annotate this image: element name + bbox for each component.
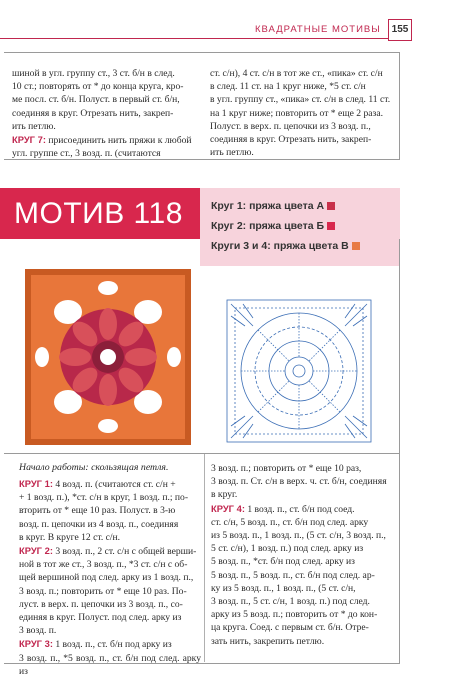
legend-item-round-1: [211, 200, 335, 212]
round-1-label: КРУГ 1:: [19, 478, 53, 489]
text-line: на 1 круг ниже; повторить от * еще 2 раза.: [210, 107, 383, 119]
text-line: ной в тот же ст., 3 возд. п., *3 ст. с/н с об-: [19, 559, 188, 571]
text-line: луст. в верх. п. цепочки из 3 возд. п., со-: [19, 598, 183, 610]
text-line: ить петлю.: [210, 147, 254, 159]
text-line: единяя в круг. Полуст. под след. арку из: [19, 612, 182, 624]
text-line: соединяя в круг. Отрезать нить, закреп-: [210, 134, 372, 146]
text-line: угл. группе ст., 3 возд. п. (считаются: [12, 148, 161, 160]
text-line: ст. с/н), 4 ст. с/н в тот же ст., «пика» ст. с/н: [210, 68, 383, 79]
top-right-column: [210, 67, 394, 159]
text-line: 1 возд. п., ст. б/н под арку из: [52, 639, 172, 651]
header-rule: [0, 38, 388, 39]
text-line: в круг.: [211, 489, 238, 501]
text-line: 3 возд. п., 2 ст. с/н с общей верши-: [52, 546, 197, 558]
round-7-line: [12, 133, 202, 147]
text-line: 5 возд. п., 5 возд. п., ст. б/н под след. ар-: [211, 569, 375, 581]
legend-item-round-2: [211, 220, 335, 232]
start-instruction: Начало работы: скользящая петля.: [19, 462, 169, 473]
text-line: из 5 возд. п., 1 возд. п., (5 ст. с/н, 3 возд. п.,: [211, 530, 386, 542]
text-line: 3 возд. п., 5 ст. с/н, 1 возд. п.) под след.: [211, 596, 370, 608]
instructions-right-column: [211, 462, 395, 648]
text-line: ме посл. ст. б/н. Полуст. в первый ст. б/н,: [12, 94, 180, 106]
text-line: в угл. группу ст., «пика» ст. с/н в след. 11 ст.: [210, 94, 391, 106]
text-line: 3 возд. п. Ст. с/н в верх. ч. ст. б/н, соединяя: [211, 476, 387, 488]
top-left-column: [12, 67, 202, 160]
round-7-label: КРУГ 7:: [12, 134, 46, 146]
text-line: присоединить нить пряжи к любой: [45, 135, 192, 147]
text-line: 3 возд. п., *5 возд. п., ст. б/н под след. арку из: [19, 652, 201, 677]
text-line: зать нить, закрепить петлю.: [211, 635, 325, 647]
text-line: ить петлю.: [12, 120, 56, 132]
text-line: шиной в угл. группу ст., 3 ст. б/н в след.: [12, 68, 175, 79]
text-line: вторить от * еще 10 раз. Полуст. в 3-ю: [19, 505, 176, 517]
section-title: КВАДРАТНЫЕ МОТИВЫ: [255, 24, 381, 35]
round-4-label: КРУГ 4:: [211, 502, 245, 514]
color-swatch-icon: [327, 222, 335, 230]
text-line: в круг. В круге 12 ст. с/н.: [19, 531, 121, 543]
text-line: соединяя в круг. Отрезать нить, закреп-: [12, 107, 174, 119]
text-line: щей вершиной под след. арку из 1 возд. п.,: [19, 572, 194, 584]
text-line: Полуст. в верх. п. цепочки из 3 возд. п.,: [210, 120, 371, 132]
round-1-line: [19, 477, 201, 491]
round-2-line: [19, 544, 201, 558]
round-2-label: КРУГ 2:: [19, 545, 53, 557]
text-line: ца круга. Соед. с первым ст. б/н. Отре-: [211, 622, 369, 634]
page-number: 155: [388, 19, 412, 41]
text-line: возд. п. цепочки из 4 возд. п., соединяя: [19, 518, 179, 530]
text-line: 3 возд. п.; повторить от * еще 10 раз,: [211, 463, 362, 474]
text-line: ст. с/н, 5 возд. п., ст. б/н под след. арку: [211, 516, 369, 528]
text-line: 5 возд. п., *ст. б/н под след. арку из: [211, 556, 355, 568]
instructions-left-column: [19, 477, 201, 678]
legend-label: Круг 1: пряжа цвета А: [211, 200, 325, 212]
color-swatch-icon: [327, 202, 335, 210]
text-line: 5 ст. с/н), 1 возд. п.) под след. арку из: [211, 543, 364, 555]
round-3-label: КРУГ 3:: [19, 638, 53, 650]
text-line: арку из 5 возд. п.; повторить от * до кон-: [211, 609, 378, 621]
crochet-scheme-diagram: [223, 296, 375, 451]
text-line: 3 возд. п.; повторить от * еще 10 раз. По-: [19, 585, 187, 597]
text-line: ку из 5 возд. п., 1 возд. п., (5 ст. с/н,: [211, 582, 356, 594]
motif-title: МОТИВ 118: [14, 197, 183, 230]
round-3-line: [19, 637, 201, 651]
text-line: 3 возд. п.: [19, 625, 57, 637]
column-divider: [204, 454, 205, 662]
legend-label: Круги 3 и 4: пряжа цвета В: [211, 240, 349, 252]
text-line: в след. 11 ст. на 1 круг ниже, *5 ст. с/н: [210, 81, 366, 93]
text-line: 4 возд. п. (считаются ст. с/н +: [52, 479, 176, 490]
crochet-photo: [20, 266, 196, 453]
text-line: 1 возд. п., ст. б/н под соед.: [244, 503, 355, 515]
round-4-line: [211, 502, 395, 516]
text-line: + 1 возд. п.), *ст. с/н в круг, 1 возд. п.; по-: [19, 492, 189, 504]
legend-label: Круг 2: пряжа цвета Б: [211, 220, 325, 232]
text-line: 10 ст.; повторять от * до конца круга, кро-: [12, 81, 184, 93]
